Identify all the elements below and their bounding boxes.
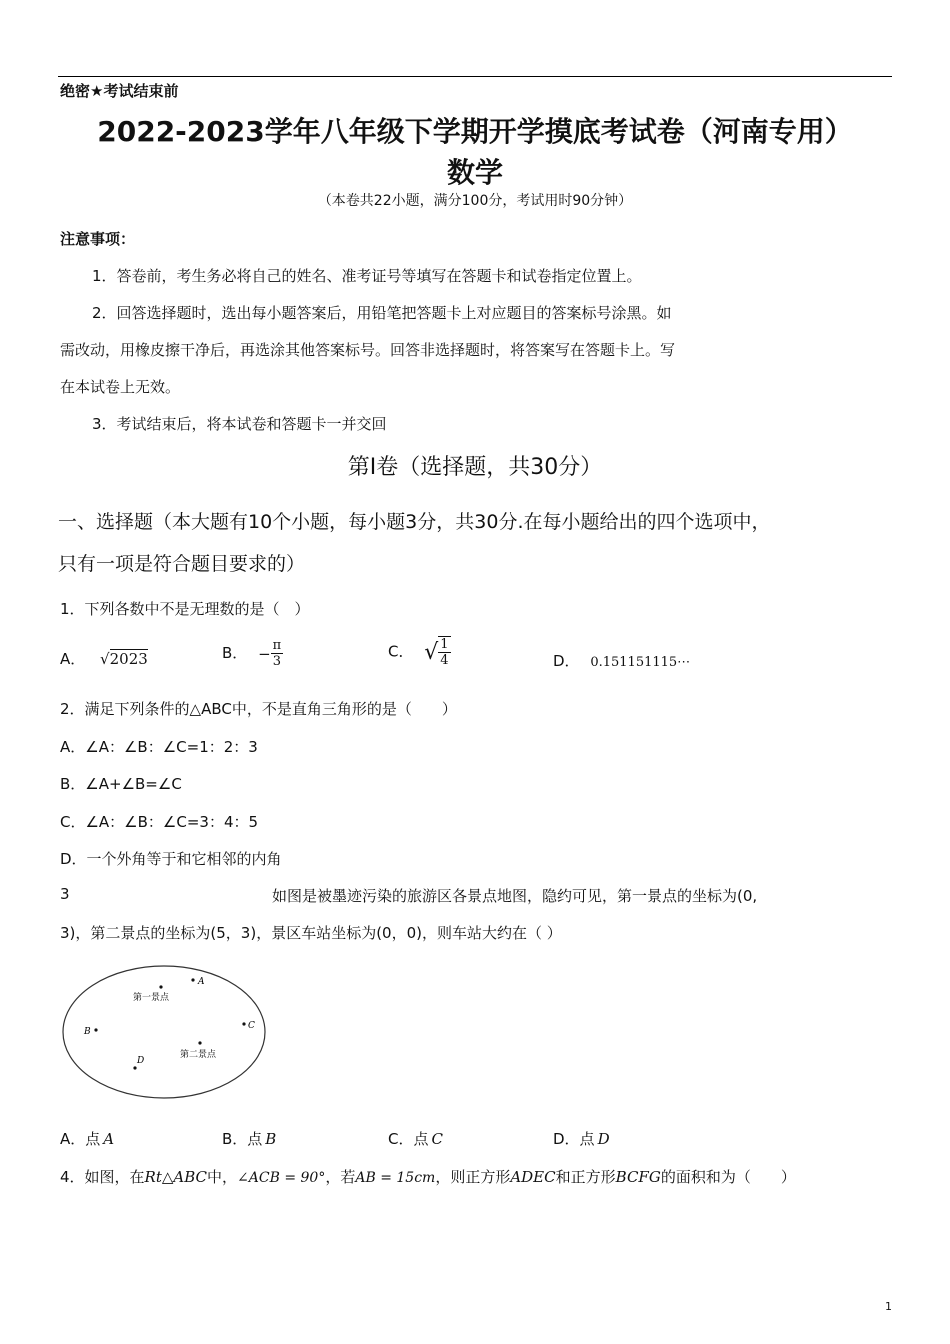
header-rule	[58, 76, 892, 77]
point-a-label: A	[198, 977, 205, 987]
notice-heading: 注意事项：	[60, 230, 136, 248]
part-one-title: 第Ⅰ卷（选择题，共30分）	[347, 455, 603, 480]
map-boundary-ellipse	[63, 966, 265, 1098]
spot2-label: 第二景点	[180, 1050, 217, 1060]
q3-option-b: B．点 B	[222, 1130, 277, 1148]
scenic-map-figure	[60, 962, 270, 1102]
q1-option-d: D． 0.151151115⋯	[553, 652, 691, 670]
section-title-line-1: 一、选择题（本大题有10个小题，每小题3分，共30分.在每小题给出的四个选项中，	[58, 511, 771, 533]
q1-option-a: A． √2023	[60, 650, 148, 668]
point-c	[242, 1022, 245, 1025]
spot1-label: 第一景点	[133, 993, 170, 1003]
q2-option-a: A．∠A：∠B：∠C=1：2：3	[60, 738, 258, 756]
point-b	[94, 1028, 97, 1031]
q3-option-c: C．点 C	[388, 1130, 443, 1148]
q3-stem-line-1: 如图是被墨迹污染的旅游区各景点地图，隐约可见，第一景点的坐标为(0,	[272, 887, 758, 905]
notice-item-3: 3．考试结束后，将本试卷和答题卡一并交回	[92, 415, 387, 433]
point-b-label: B	[84, 1027, 91, 1037]
q2-option-b: B．∠A+∠B=∠C	[60, 775, 182, 793]
q1-option-b: B． − $\frac{\pi}{3}$	[222, 638, 282, 669]
q4-stem: 4．如图，在Rt△ABC中，∠ACB = 90°，若AB = 15cm，则正方形ADEC和正方形BCFG的面积和为（ ）	[60, 1168, 796, 1186]
notice-item-1: 1．答卷前，考生务必将自己的姓名、准考证号等填写在答题卡和试卷指定位置上。	[92, 267, 642, 285]
spot1-point	[159, 985, 162, 988]
q3-option-d: D．点 D	[553, 1130, 610, 1148]
subject-title: 数学	[446, 156, 503, 189]
point-c-label: C	[248, 1021, 255, 1031]
q1-stem: 1．下列各数中不是无理数的是（ ）	[60, 600, 310, 618]
page-number: 1	[885, 1300, 892, 1313]
q2-option-d: D．一个外角等于和它相邻的内角	[60, 850, 282, 868]
q1-option-c: C． √ $\frac{1}{4}$	[388, 637, 449, 668]
q1-a-radicand: 2023	[109, 650, 148, 668]
q2-stem: 2．满足下列条件的△ABC中，不是直角三角形的是（ ）	[60, 700, 457, 718]
exam-info: （本卷共22小题，满分100分，考试用时90分钟）	[317, 193, 633, 209]
q2-option-c: C．∠A：∠B：∠C=3：4：5	[60, 813, 259, 831]
exam-title: 2022-2023学年八年级下学期开学摸底考试卷（河南专用）	[97, 115, 853, 148]
notice-item-2-line-1: 2．回答选择题时，选出每小题答案后，用铅笔把答题卡上对应题目的答案标号涂黑。如	[92, 304, 672, 322]
section-title-line-2: 只有一项是符合题目要求的）	[58, 553, 306, 575]
point-d	[133, 1066, 136, 1069]
q3-stem-line-2: 3)，第二景点的坐标为(5，3)，景区车站坐标为(0，0)，则车站大约在（ ）	[60, 924, 562, 942]
q3-option-a: A．点 A	[60, 1130, 115, 1148]
notice-item-2-line-3: 在本试卷上无效。	[60, 378, 181, 396]
notice-item-2-line-2: 需改动，用橡皮擦干净后，再选涂其他答案标号。回答非选择题时，将答案写在答题卡上。写	[60, 341, 676, 359]
spot2-point	[198, 1041, 201, 1044]
point-d-label: D	[137, 1056, 145, 1066]
confidential-label: 绝密★考试结束前	[60, 82, 179, 100]
point-a	[191, 978, 194, 981]
q3-number: 3	[60, 885, 70, 903]
